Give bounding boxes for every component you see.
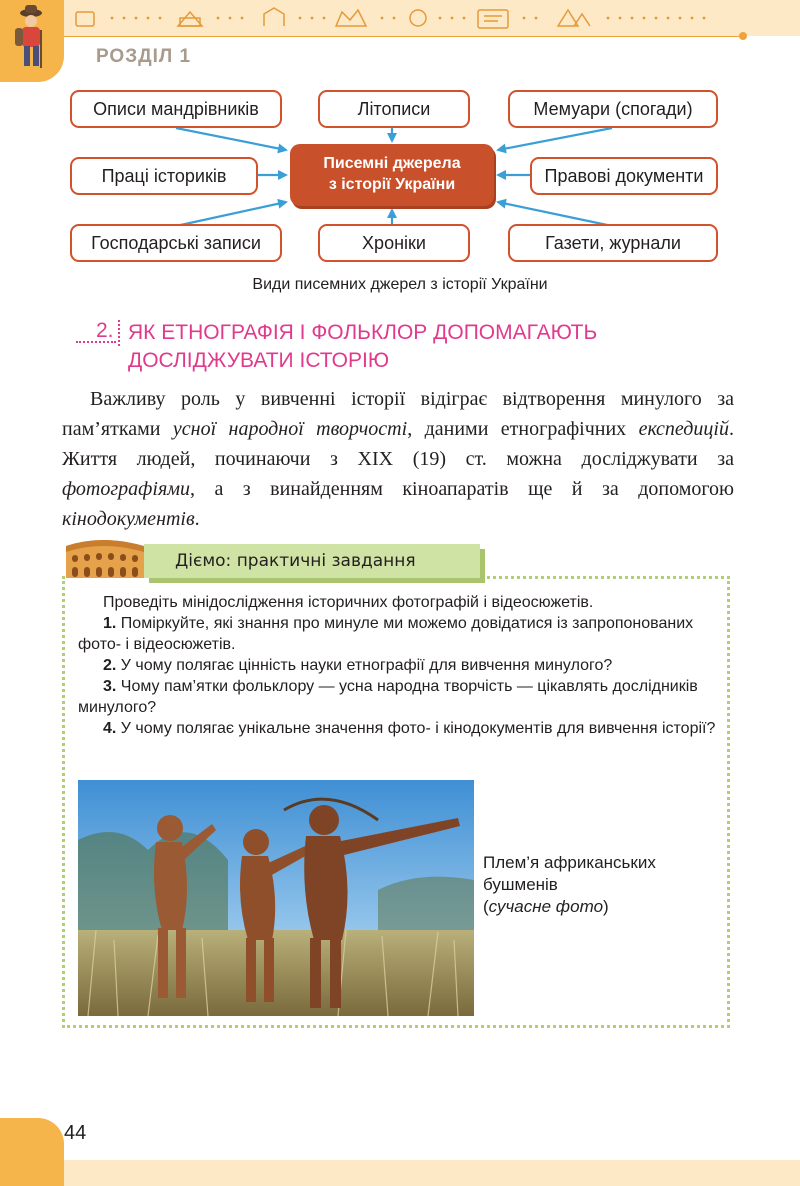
section-label: РОЗДІЛ 1 — [96, 46, 192, 67]
section-divider — [118, 320, 120, 346]
center-line-2: з історії України — [328, 176, 456, 193]
emphasis-expeditions: експедицій — [638, 418, 729, 440]
sources-diagram — [0, 80, 800, 280]
paragraph-text: , даними етнографічних — [407, 418, 639, 440]
header-corner — [0, 0, 64, 82]
emphasis-film-documents: кінодокументів — [62, 508, 195, 530]
source-memoirs: Мемуари (спогади) — [508, 90, 718, 128]
task-number: 2. — [103, 657, 117, 674]
diagram-center-node — [290, 144, 494, 206]
source-household-records: Господарські записи — [70, 224, 282, 262]
source-chronicles-letopys: Літописи — [318, 90, 470, 128]
bushmen-photo — [78, 780, 474, 1016]
section-title-line-2: ДОСЛІДЖУВАТИ ІСТОРІЮ — [128, 349, 390, 372]
photo-illustration — [78, 780, 474, 1016]
paragraph-text: . Життя людей, починаючи з XIX (19) ст. можна досліджувати за — [62, 418, 734, 470]
photo-caption — [483, 852, 713, 918]
photo-caption-line-2: бушменів — [483, 875, 558, 894]
page-number: 44 — [64, 1122, 87, 1144]
diagram-caption: Види писемних джерел з історії України — [252, 276, 548, 293]
practice-tasks — [78, 592, 718, 739]
task-4 — [78, 718, 718, 739]
footer-corner — [0, 1118, 64, 1186]
source-historians: Праці істориків — [70, 157, 258, 195]
task-number: 4. — [103, 720, 117, 737]
emphasis-folk-art: усної народної творчості — [172, 418, 408, 440]
footer-band — [0, 1160, 800, 1186]
photo-caption-line-1: Плем’я африканських — [483, 853, 656, 872]
task-number: 1. — [103, 615, 117, 632]
photo-caption-note: сучасне фото — [488, 897, 604, 916]
task-text: Чому пам’ятки фольклору — усна народна творчість — цікавлять дослідників минулого? — [78, 678, 698, 716]
traveller-icon — [0, 0, 60, 76]
emphasis-photographs: фотографіями — [62, 478, 190, 500]
header-decoration — [68, 4, 758, 32]
source-newspapers: Газети, журнали — [508, 224, 718, 262]
center-line-1: Писемні джерела — [323, 155, 461, 172]
practice-frame-top — [480, 576, 730, 579]
task-text: Поміркуйте, які знання про минуле ми можемо довідатися із запропонованих фото- і відеосюжетів. — [78, 615, 694, 653]
paragraph-text: . — [194, 508, 200, 530]
source-travellers: Описи мандрівників — [70, 90, 282, 128]
section-title — [128, 319, 748, 375]
task-1 — [78, 613, 718, 655]
photo-caption-line-3 — [483, 896, 713, 918]
task-2 — [78, 655, 718, 676]
practice-banner: Діємо: практичні завдання — [144, 544, 480, 578]
paren-open: ( — [483, 897, 489, 916]
task-text: У чому полягає цінність науки етнографії для вивчення минулого? — [116, 657, 613, 674]
body-paragraph — [62, 384, 734, 534]
paragraph-text: , а з винайденням кіноапаратів ще й за допомогою — [190, 478, 734, 500]
task-text: У чому полягає унікальне значення фото- і кінодокументів для вивчення історії? — [116, 720, 716, 737]
paren-close: ) — [603, 897, 609, 916]
task-3 — [78, 676, 718, 718]
header-rule-dot — [739, 32, 747, 40]
section-number: 2. — [96, 319, 114, 342]
section-title-line-1: ЯК ЕТНОГРАФІЯ І ФОЛЬКЛОР ДОПОМАГАЮТЬ — [128, 321, 598, 344]
task-number: 3. — [103, 678, 117, 695]
source-chronicles: Хроніки — [318, 224, 470, 262]
practice-intro: Проведіть мінідослідження історичних фотографій і відеосюжетів. — [103, 594, 594, 611]
colosseum-icon — [62, 532, 148, 580]
source-legal-documents: Правові документи — [530, 157, 718, 195]
header-rule — [64, 36, 744, 37]
paragraph-text: Важливу роль у вивченні історії відіграє відтворення минулого за пам’ятками — [62, 388, 734, 440]
